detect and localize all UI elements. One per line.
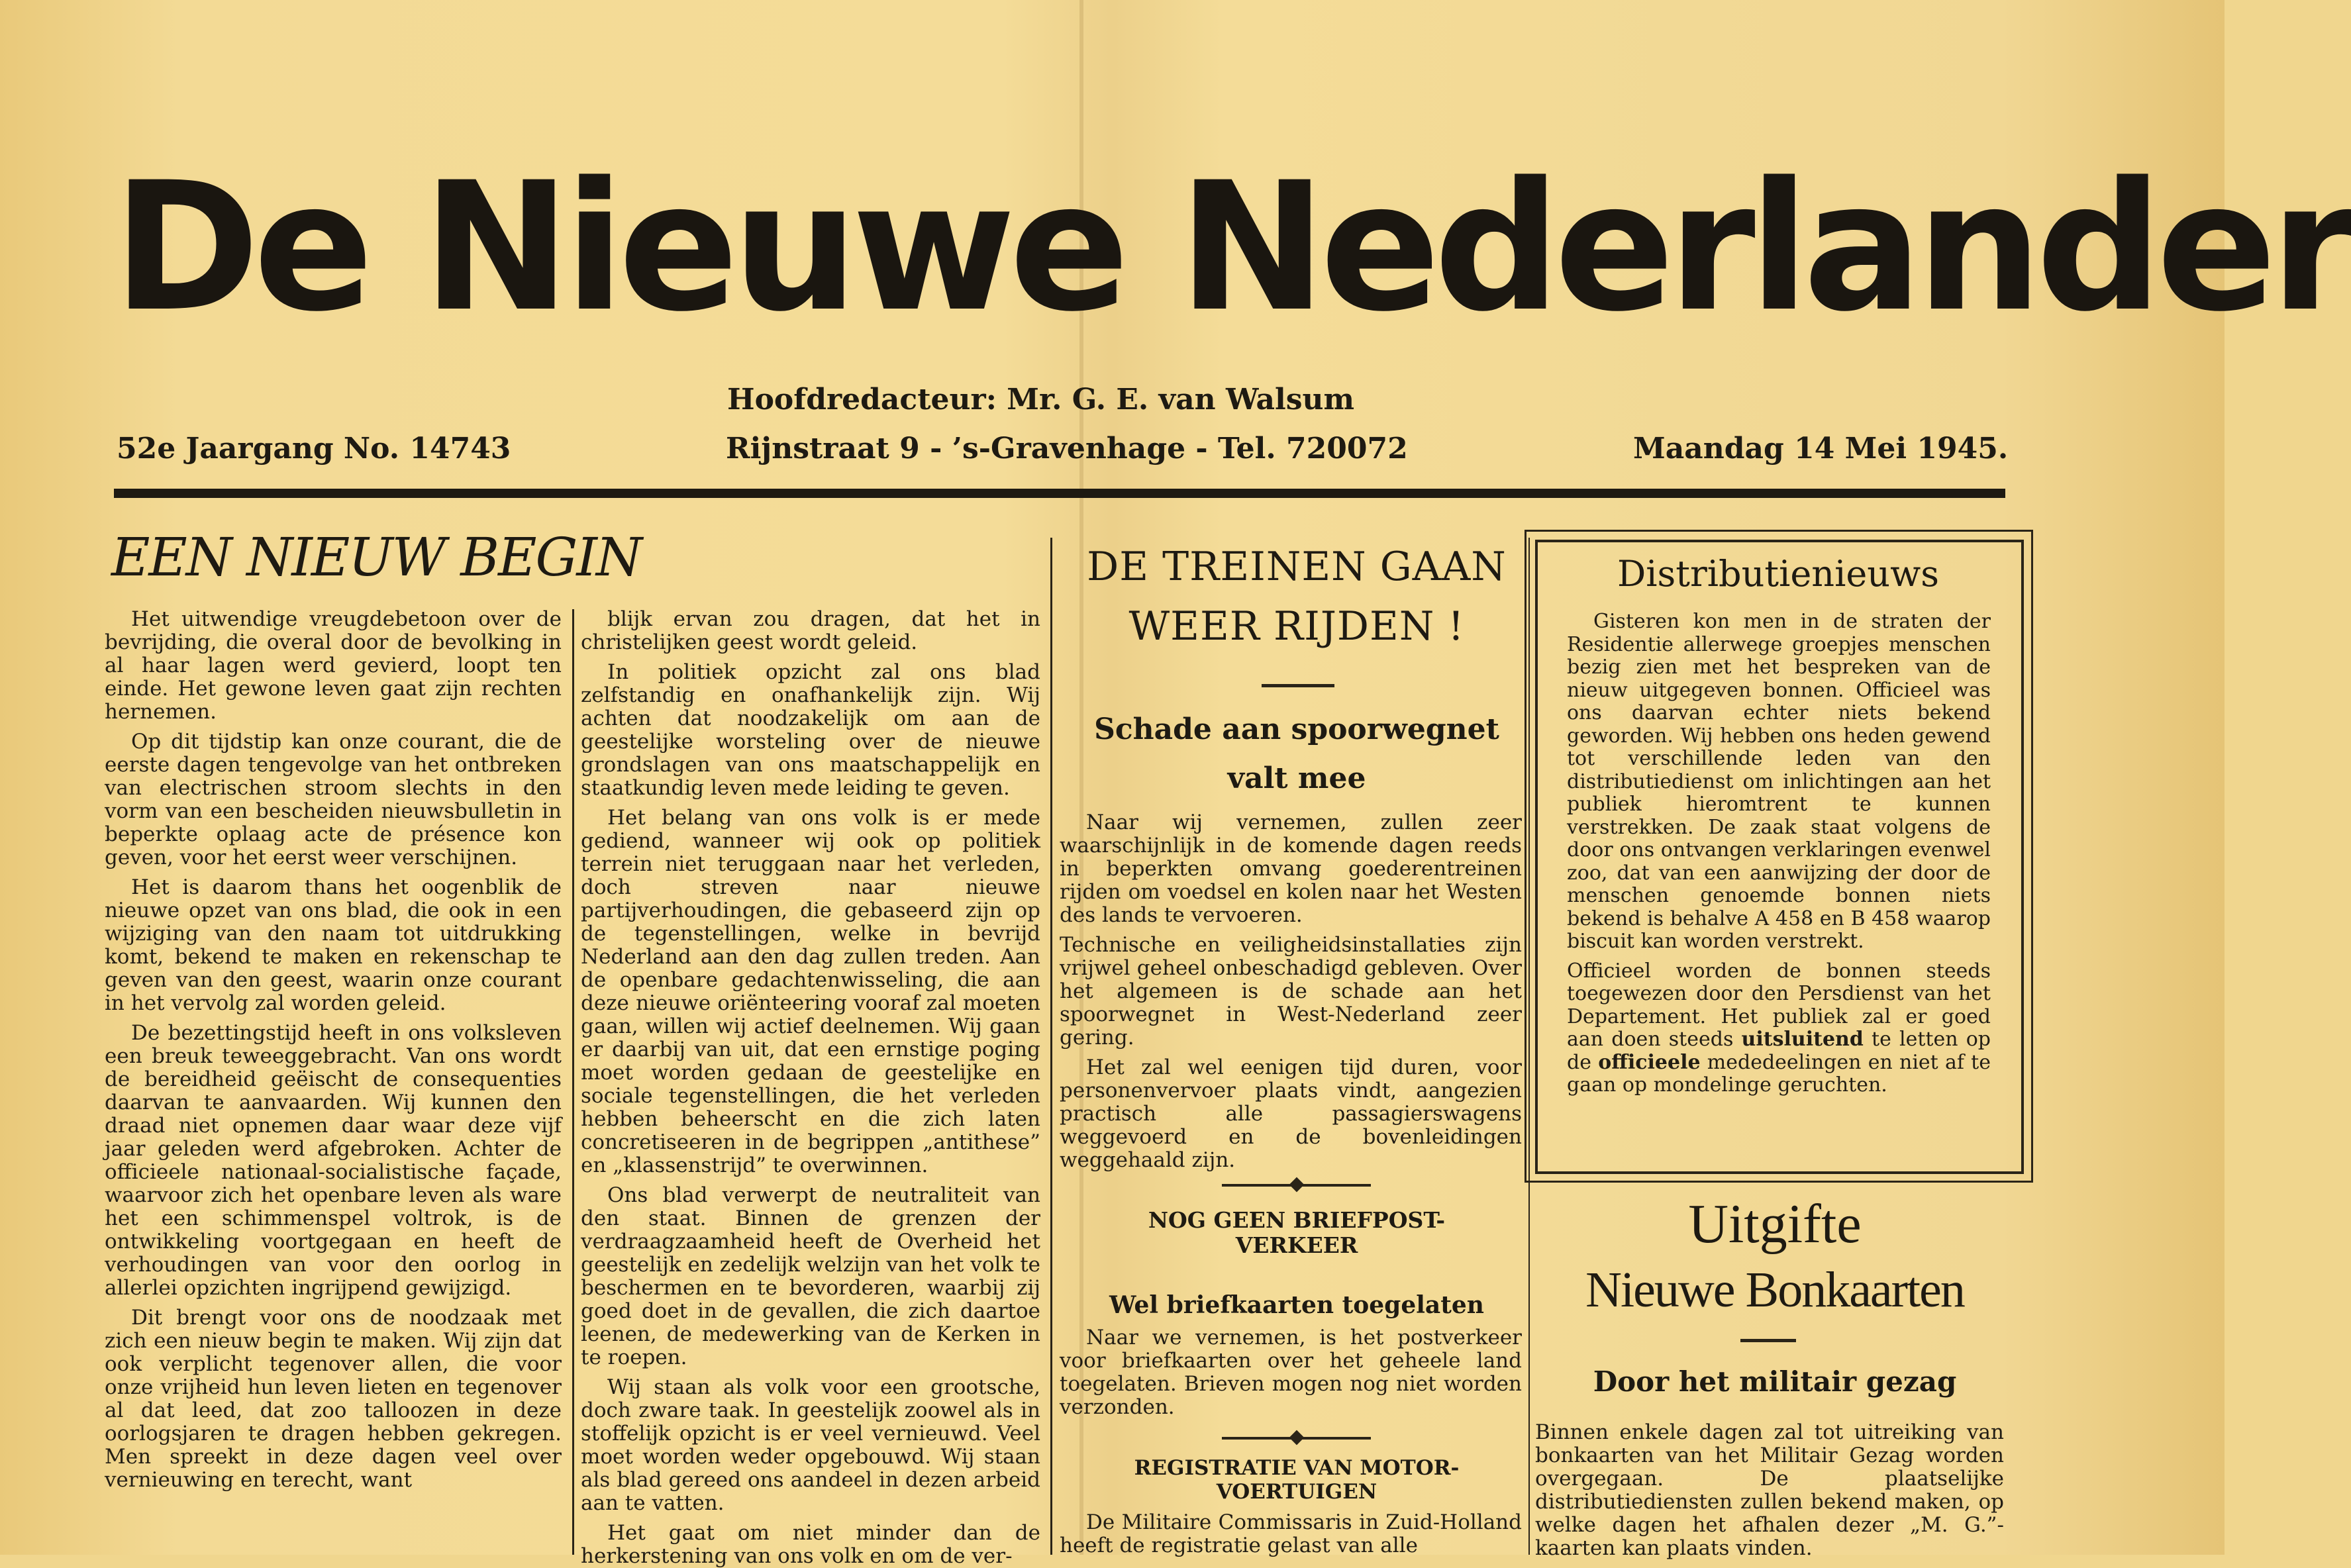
paragraph: Naar wij vernemen, zullen zeer waarschijnlijk in de komende dagen reeds in beperkten omvang goederentreinen rijden om voedsel en kolen naar het Westen des lands te vervoeren. [1060, 810, 1522, 927]
paragraph: Binnen enkele dagen zal tot uitreiking van bonkaarten van het Militair Gezag worden overgegaan. De plaatselijke distributiediensten zullen bekend maken, op welke dagen het afhalen dezer „M. G.”-kaarten kan plaats vinden. [1535, 1420, 2004, 1560]
issue-date: Maandag 14 Mei 1945. [1633, 432, 2009, 466]
divider [1262, 684, 1334, 687]
emphasis: officieele [1598, 1050, 1701, 1074]
masthead-title: De Nieuwe Nederlander [113, 144, 2351, 351]
bonkaarten-headline-line2: Nieuwe Bonkaarten [1585, 1262, 1964, 1318]
editor-line: Hoofdredacteur: Mr. G. E. van Walsum [727, 383, 1355, 416]
bonkaarten-headline-line1: Uitgifte [1688, 1193, 1862, 1255]
paragraph: Wij staan als volk voor een grootsche, doch zware taak. In geestelijk zoowel als in stoffelijk opzicht is er veel vernieuwd. Veel moet worden weder opgebouwd. Wij staan als blad gereed ons aandeel in dezen arbeid aan te vatten. [581, 1375, 1040, 1515]
registratie-headline-line1: REGISTRATIE VAN MOTOR- [1134, 1456, 1460, 1480]
bonkaarten-body [1535, 1420, 2004, 1560]
paragraph: Het zal wel eenigen tijd duren, voor personenvervoer plaats vindt, aangezien practisch alle passagierswagens weggevoerd en de bovenleidingen weggehaald zijn. [1060, 1055, 1522, 1172]
text-segment: mededeelingen en niet af te gaan op mondelinge geruchten. [1567, 1050, 1991, 1097]
ornament-divider [1222, 1184, 1371, 1187]
distributie-title: Distributienieuws [1617, 553, 1940, 595]
paragraph: Het gaat om niet minder dan de herkerstening van ons volk en om de ver- [581, 1521, 1040, 1568]
briefpost-headline-line1: NOG GEEN BRIEFPOST- [1148, 1207, 1446, 1233]
trains-subheadline-line1: Schade aan spoorwegnet [1094, 712, 1499, 746]
paragraph: Gisteren kon men in de straten der Residentie allerwege groepjes menschen bezig zien met het bespreken van de nieuw uitgegeven bonnen. Officieel was ons daarvan echter niets bekend geworden. Wij hebben ons heden gewend tot verschillende leden van den distributiedienst om inlichtingen aan het publiek hieromtrent te kunnen verstrekken. De zaak staat volgens de door ons ontvangen verklaringen evenwel zoo, dat van een aanwijzing der door de menschen genoemde bonnen niets bekend is behalve A 458 en B 458 waarop biscuit kan worden verstrekt. [1567, 610, 1991, 953]
paragraph: De Militaire Commissaris in Zuid-Holland heeft de registratie gelast van alle [1060, 1510, 1522, 1557]
trains-headline-line2: WEER RIJDEN ! [1128, 603, 1465, 650]
briefpost-subheadline: Wel briefkaarten toegelaten [1109, 1291, 1484, 1319]
briefpost-headline-line2: VERKEER [1235, 1232, 1358, 1258]
divider [1740, 1339, 1796, 1342]
paragraph: blijk ervan zou dragen, dat het in christelijken geest wordt geleid. [581, 607, 1040, 654]
main-article-col1 [105, 608, 562, 1555]
paragraph: Het is daarom thans het oogenblik de nieuwe opzet van ons blad, die ook in een wijziging van den naam tot uitdrukking komt, bekend te maken en rekenschap te geven van den geest, waarin onze courant in het vervolg zal worden geleid. [105, 875, 562, 1015]
column-rule [1050, 538, 1052, 1555]
paragraph: Het uitwendige vreugdebetoon over de bevrijding, die overal door de bevolking in al haar lagen werd gevierd, loopt ten einde. Het gewone leven gaat zijn rechten hernemen. [105, 607, 562, 724]
paragraph: Technische en veiligheidsinstallaties zijn vrijwel geheel onbeschadigd gebleven. Over het algemeen is de schade aan het spoorwegnet in West-Nederland zeer gering. [1060, 933, 1522, 1050]
paragraph: Ons blad verwerpt de neutraliteit van den staat. Binnen de grenzen der verdraagzaamheid heeft de Overheid het geestelijk en zedelijk welzijn van het volk te beschermen en te bevorderen, waarbij zij goed doet in de gevallen, die zich daartoe leenen, de medewerking van de Kerken in te roepen. [581, 1183, 1040, 1369]
distributie-body [1567, 611, 1991, 1160]
paragraph: Dit brengt voor ons de noodzaak met zich een nieuw begin te maken. Wij zijn dat ook verplicht tegenover allen, die voor onze vrijheid hun leven lieten en tegenover al dat leed, dat zoo talloozen in deze oorlogsjaren te dragen hebben gekregen. Men spreekt in deze dagen veel over vernieuwing en terecht, want [105, 1306, 562, 1492]
paragraph: In politiek opzicht zal ons blad zelfstandig en onafhankelijk zijn. Wij achten dat noodzakelijk om aan de geestelijke worsteling over de nieuwe grondslagen van ons maatschappelijk en staatkundig leven mede leiding te geven. [581, 660, 1040, 800]
paragraph: De bezettingstijd heeft in ons volksleven een breuk teweeggebracht. Van ons wordt de bereidheid geëischt de consequenties daarvan te aanvaarden. Wij kunnen den draad niet opnemen daar waar deze vijf jaar geleden werd afgebroken. Achter de officieele nationaal-socialistische façade, waarvoor zich het openbare leven als ware het een schimmenspel voltrok, is de ontwikkeling voortgegaan en heeft de verhoudingen van voor den oorlog in allerlei opzichten ingrijpend gewijzigd. [105, 1021, 562, 1300]
column-rule [572, 609, 574, 1555]
text-segment: te letten op de [1567, 1028, 1991, 1074]
main-article-col2 [581, 607, 1040, 1568]
trains-article-body [1060, 811, 1522, 1182]
text-segment: Officieel worden de bonnen steeds toegewezen door den Persdienst van het Departement. Het publiek zal er goed aan doen steeds [1567, 959, 1991, 1051]
bonkaarten-subheadline: Door het militair gezag [1593, 1365, 1957, 1398]
paragraph: Naar we vernemen, is het postverkeer voor briefkaarten over het geheele land toegelaten. Brieven mogen nog niet worden verzonden. [1060, 1326, 1522, 1419]
address-line: Rijnstraat 9 - ’s-Gravenhage - Tel. 720072 [726, 432, 1408, 466]
paragraph: Het belang van ons volk is er mede gediend, wanneer wij ook op politiek terrein niet teruggaan naar het verleden, doch streven naar nieuwe partijverhoudingen, die gebaseerd zijn op de tegenstellingen, welke in bevrijd Nederland aan den dag zullen treden. Aan de openbare gedachtenwisseling, die aan deze nieuwe oriënteering vooraf zal moeten gaan, willen wij actief deelnemen. Wij gaan er daarbij van uit, dat een ernstige poging moet worden gedaan de geestelijke en sociale tegenstellingen, die het verleden hebben beheerscht en die zich laten concretiseeren in de begrippen „antithese” en „klassenstrijd” te overwinnen. [581, 806, 1040, 1177]
registratie-body [1060, 1511, 1522, 1555]
emphasis: uitsluitend [1741, 1028, 1864, 1051]
masthead-rule [114, 489, 2005, 498]
trains-subheadline-line2: valt mee [1227, 761, 1366, 795]
trains-headline-line1: DE TREINEN GAAN [1087, 544, 1507, 590]
paragraph: Op dit tijdstip kan onze courant, die de eerste dagen tengevolge van het ontbreken van electrischen stroom slechts in den vorm van een bescheiden nieuwsbulletin in beperkte oplaag acte de présence kon geven, voor het eerst weer verschijnen. [105, 730, 562, 869]
registratie-headline-line2: VOERTUIGEN [1216, 1480, 1377, 1504]
paragraph [1567, 960, 1991, 1097]
briefpost-body [1060, 1326, 1522, 1426]
main-headline: EEN NIEUW BEGIN [111, 526, 641, 588]
volume-number: 52e Jaargang No. 14743 [117, 432, 511, 466]
ornament-divider [1222, 1437, 1371, 1440]
